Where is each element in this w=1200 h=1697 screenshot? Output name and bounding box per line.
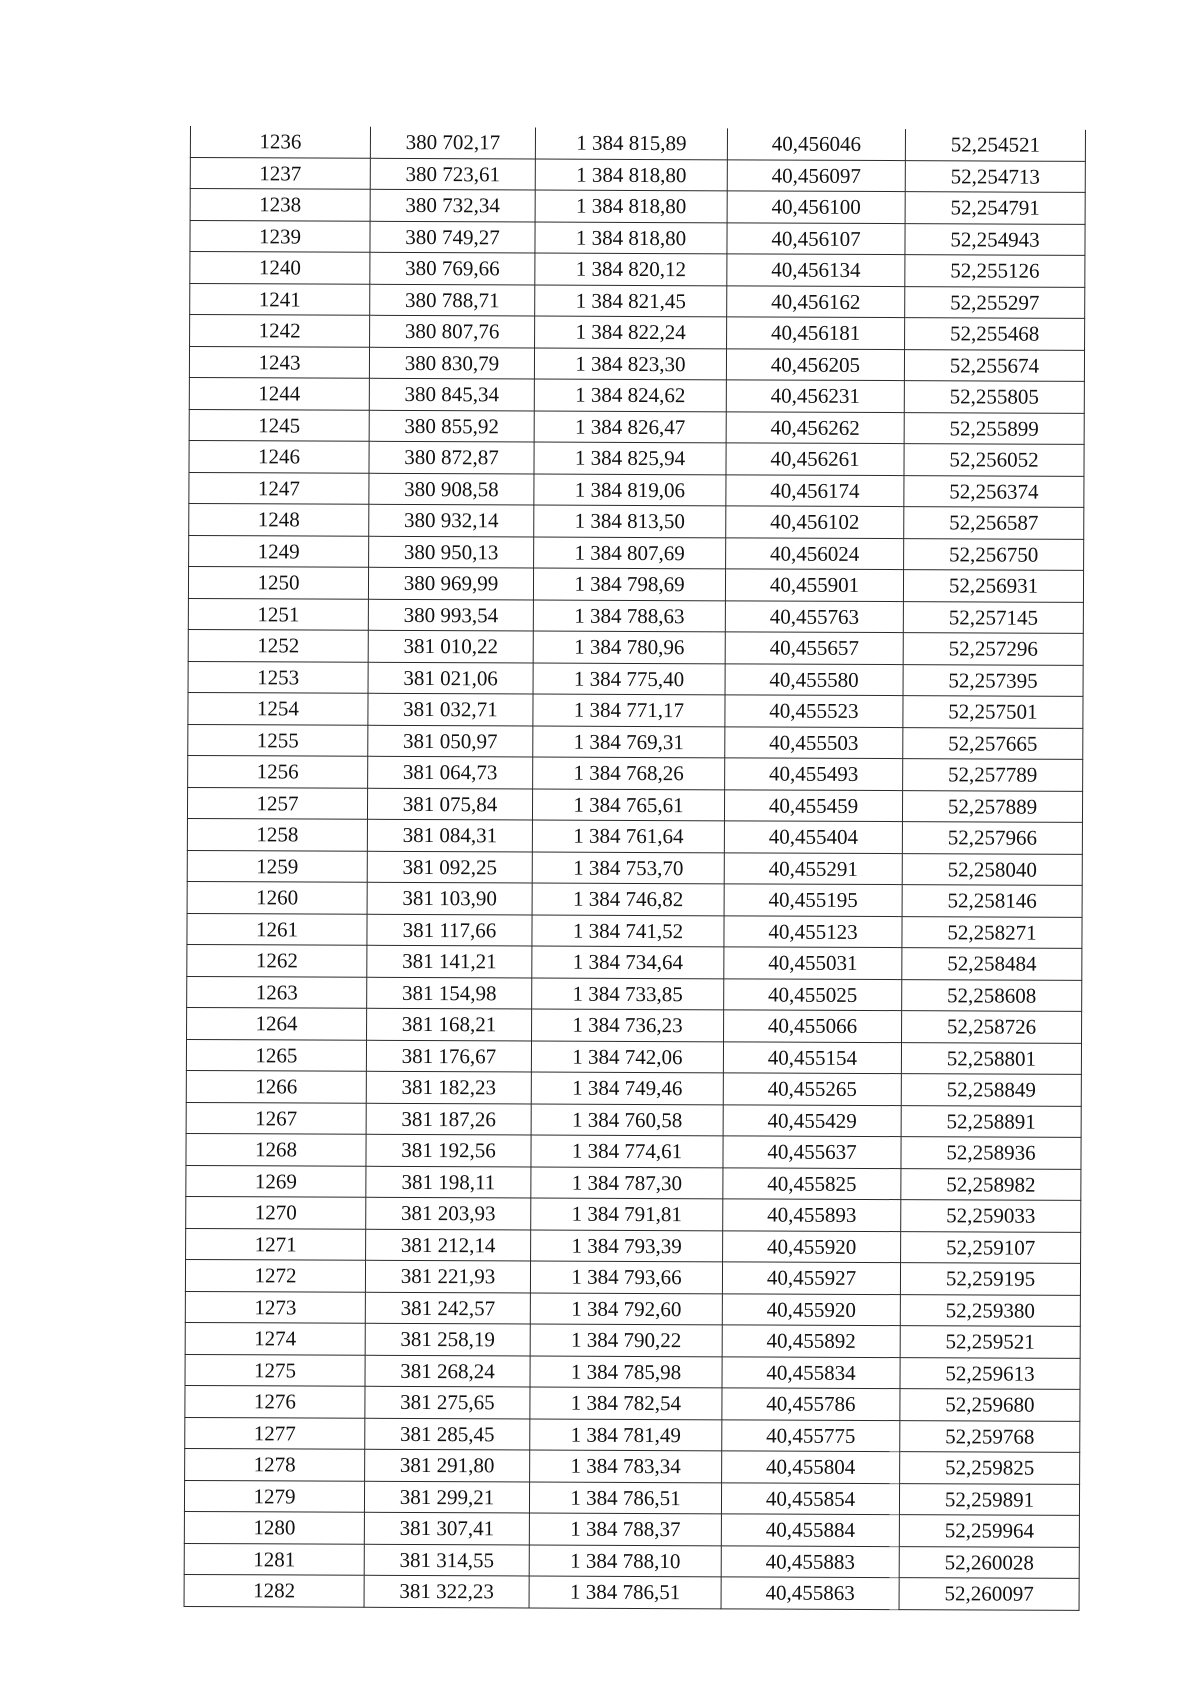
latitude-cell: 52,258891 [901,1105,1081,1137]
table-row [190,220,1085,255]
latitude-cell: 52,255297 [905,286,1085,318]
x-coordinate-cell: 381 182,23 [366,1071,531,1103]
point-number-cell: 1256 [188,755,368,787]
latitude-cell: 52,256750 [904,538,1084,570]
latitude-cell: 52,255805 [904,381,1084,413]
longitude-cell: 40,455883 [721,1545,899,1577]
x-coordinate-cell: 381 075,84 [367,788,532,820]
point-number-cell: 1251 [188,598,368,630]
y-coordinate-cell: 1 384 775,40 [533,663,725,695]
y-coordinate-cell: 1 384 774,61 [531,1135,723,1167]
table-row [187,881,1082,916]
latitude-cell: 52,254791 [905,192,1085,224]
latitude-cell: 52,258849 [901,1074,1081,1106]
latitude-cell: 52,259768 [900,1420,1080,1452]
x-coordinate-cell: 381 307,41 [364,1512,529,1544]
point-number-cell: 1268 [186,1133,366,1165]
longitude-cell: 40,455637 [723,1136,901,1168]
y-coordinate-cell: 1 384 788,63 [533,600,725,632]
latitude-cell: 52,259825 [900,1452,1080,1484]
table-row [186,1070,1081,1105]
table-row [185,1291,1080,1326]
x-coordinate-cell: 380 993,54 [368,599,533,631]
y-coordinate-cell: 1 384 790,22 [530,1324,722,1356]
point-number-cell: 1264 [187,1007,367,1039]
y-coordinate-cell: 1 384 788,37 [529,1513,721,1545]
point-number-cell: 1260 [187,881,367,913]
table-row [188,566,1083,601]
latitude-cell: 52,257889 [902,790,1082,822]
x-coordinate-cell: 381 212,14 [366,1229,531,1261]
longitude-cell: 40,455523 [725,695,903,727]
latitude-cell: 52,258146 [902,885,1082,917]
longitude-cell: 40,455493 [725,758,903,790]
table-row [189,346,1084,381]
x-coordinate-cell: 381 084,31 [367,819,532,851]
y-coordinate-cell: 1 384 798,69 [533,568,725,600]
point-number-cell: 1267 [186,1102,366,1134]
point-number-cell: 1282 [184,1574,364,1606]
table-row [188,724,1083,759]
table-row [189,472,1084,507]
x-coordinate-cell: 381 154,98 [367,977,532,1009]
y-coordinate-cell: 1 384 781,49 [530,1418,722,1450]
point-number-cell: 1249 [189,535,369,567]
x-coordinate-cell: 381 192,56 [366,1134,531,1166]
latitude-cell: 52,259521 [900,1326,1080,1358]
x-coordinate-cell: 381 117,66 [367,914,532,946]
longitude-cell: 40,455154 [723,1041,901,1073]
x-coordinate-cell: 380 855,92 [369,410,534,442]
x-coordinate-cell: 381 258,19 [365,1323,530,1355]
longitude-cell: 40,455834 [722,1356,900,1388]
point-number-cell: 1250 [188,566,368,598]
y-coordinate-cell: 1 384 786,51 [529,1576,721,1608]
point-number-cell: 1261 [187,913,367,945]
longitude-cell: 40,455291 [724,852,902,884]
x-coordinate-cell: 380 932,14 [369,504,534,536]
x-coordinate-cell: 381 322,23 [364,1575,529,1607]
x-coordinate-cell: 380 872,87 [369,441,534,473]
table-row [186,1102,1081,1137]
longitude-cell: 40,455901 [725,569,903,601]
longitude-cell: 40,455775 [722,1419,900,1451]
longitude-cell: 40,455920 [723,1230,901,1262]
longitude-cell: 40,455195 [724,884,902,916]
latitude-cell: 52,258040 [902,853,1082,885]
longitude-cell: 40,456262 [726,411,904,443]
x-coordinate-cell: 381 064,73 [368,756,533,788]
longitude-cell: 40,456261 [726,443,904,475]
table-row [187,944,1082,979]
point-number-cell: 1262 [187,944,367,976]
point-number-cell: 1244 [189,377,369,409]
table-row [184,1511,1079,1546]
latitude-cell: 52,259107 [901,1231,1081,1263]
y-coordinate-cell: 1 384 818,80 [535,159,727,191]
point-number-cell: 1236 [190,126,370,158]
longitude-cell: 40,456024 [726,537,904,569]
x-coordinate-cell: 381 176,67 [366,1040,531,1072]
longitude-cell: 40,455892 [722,1325,900,1357]
table-row [187,850,1082,885]
x-coordinate-cell: 380 749,27 [370,221,535,253]
x-coordinate-cell: 380 807,76 [370,315,535,347]
x-coordinate-cell: 380 723,61 [370,158,535,190]
y-coordinate-cell: 1 384 815,89 [535,128,727,160]
table-row [188,755,1083,790]
longitude-cell: 40,455920 [722,1293,900,1325]
x-coordinate-cell: 381 050,97 [368,725,533,757]
y-coordinate-cell: 1 384 825,94 [534,442,726,474]
point-number-cell: 1265 [186,1039,366,1071]
y-coordinate-cell: 1 384 733,85 [532,977,724,1009]
latitude-cell: 52,260028 [899,1546,1079,1578]
x-coordinate-cell: 380 702,17 [370,127,535,159]
table-row [188,598,1083,633]
point-number-cell: 1252 [188,629,368,661]
latitude-cell: 52,259680 [900,1389,1080,1421]
table-row [185,1385,1080,1420]
y-coordinate-cell: 1 384 787,30 [531,1166,723,1198]
longitude-cell: 40,455893 [723,1199,901,1231]
y-coordinate-cell: 1 384 792,60 [530,1292,722,1324]
latitude-cell: 52,255674 [904,349,1084,381]
latitude-cell: 52,259033 [901,1200,1081,1232]
table-row [190,315,1085,350]
longitude-cell: 40,456231 [726,380,904,412]
point-number-cell: 1277 [185,1417,365,1449]
y-coordinate-cell: 1 384 785,98 [530,1355,722,1387]
x-coordinate-cell: 380 908,58 [369,473,534,505]
table-row [186,1039,1081,1074]
latitude-cell: 52,257296 [903,633,1083,665]
table-row [190,157,1085,192]
table-row [185,1259,1080,1294]
latitude-cell: 52,257966 [902,822,1082,854]
latitude-cell: 52,259380 [900,1294,1080,1326]
latitude-cell: 52,259891 [899,1483,1079,1515]
table-row [190,252,1085,287]
longitude-cell: 40,456100 [727,191,905,223]
point-number-cell: 1263 [187,976,367,1008]
point-number-cell: 1240 [190,252,370,284]
x-coordinate-cell: 381 103,90 [367,882,532,914]
point-number-cell: 1269 [186,1165,366,1197]
latitude-cell: 52,259964 [899,1515,1079,1547]
point-number-cell: 1274 [185,1322,365,1354]
longitude-cell: 40,455404 [724,821,902,853]
y-coordinate-cell: 1 384 753,70 [532,852,724,884]
y-coordinate-cell: 1 384 736,23 [532,1009,724,1041]
longitude-cell: 40,456174 [726,474,904,506]
latitude-cell: 52,257789 [903,759,1083,791]
table-row [184,1480,1079,1515]
y-coordinate-cell: 1 384 780,96 [533,631,725,663]
point-number-cell: 1270 [186,1196,366,1228]
longitude-cell: 40,456097 [727,159,905,191]
y-coordinate-cell: 1 384 788,10 [529,1544,721,1576]
point-number-cell: 1246 [189,440,369,472]
latitude-cell: 52,258801 [901,1042,1081,1074]
x-coordinate-cell: 381 285,45 [365,1418,530,1450]
longitude-cell: 40,455657 [725,632,903,664]
y-coordinate-cell: 1 384 819,06 [534,474,726,506]
coordinates-table [184,126,1086,1610]
y-coordinate-cell: 1 384 768,26 [533,757,725,789]
latitude-cell: 52,254943 [905,223,1085,255]
table-row [186,1228,1081,1263]
table-row [186,1165,1081,1200]
point-number-cell: 1254 [188,692,368,724]
latitude-cell: 52,259613 [900,1357,1080,1389]
y-coordinate-cell: 1 384 742,06 [531,1040,723,1072]
point-number-cell: 1245 [189,409,369,441]
point-number-cell: 1243 [189,346,369,378]
table-row [190,189,1085,224]
y-coordinate-cell: 1 384 822,24 [535,316,727,348]
y-coordinate-cell: 1 384 793,66 [530,1261,722,1293]
table-row [190,126,1085,161]
point-number-cell: 1255 [188,724,368,756]
table-row [189,535,1084,570]
latitude-cell: 52,257395 [903,664,1083,696]
y-coordinate-cell: 1 384 783,34 [530,1450,722,1482]
y-coordinate-cell: 1 384 823,30 [534,348,726,380]
table-row [190,283,1085,318]
latitude-cell: 52,258726 [902,1011,1082,1043]
latitude-cell: 52,254521 [905,129,1085,161]
point-number-cell: 1273 [185,1291,365,1323]
x-coordinate-cell: 381 291,80 [365,1449,530,1481]
latitude-cell: 52,256052 [904,444,1084,476]
point-number-cell: 1241 [190,283,370,315]
x-coordinate-cell: 381 021,06 [368,662,533,694]
point-number-cell: 1266 [186,1070,366,1102]
x-coordinate-cell: 381 092,25 [367,851,532,883]
point-number-cell: 1237 [190,157,370,189]
point-number-cell: 1258 [187,818,367,850]
point-number-cell: 1257 [187,787,367,819]
latitude-cell: 52,258936 [901,1137,1081,1169]
longitude-cell: 40,455025 [724,978,902,1010]
longitude-cell: 40,456046 [727,128,905,160]
table-row [189,409,1084,444]
table-row [189,440,1084,475]
latitude-cell: 52,256587 [904,507,1084,539]
point-number-cell: 1279 [184,1480,364,1512]
x-coordinate-cell: 381 010,22 [368,630,533,662]
table-row [189,503,1084,538]
table-row [186,1196,1081,1231]
x-coordinate-cell: 381 168,21 [367,1008,532,1040]
y-coordinate-cell: 1 384 820,12 [535,253,727,285]
y-coordinate-cell: 1 384 771,17 [533,694,725,726]
x-coordinate-cell: 380 950,13 [369,536,534,568]
point-number-cell: 1278 [185,1448,365,1480]
x-coordinate-cell: 381 198,11 [366,1166,531,1198]
longitude-cell: 40,456181 [727,317,905,349]
table-row [187,787,1082,822]
table-row [188,692,1083,727]
x-coordinate-cell: 381 187,26 [366,1103,531,1135]
y-coordinate-cell: 1 384 821,45 [535,285,727,317]
point-number-cell: 1272 [185,1259,365,1291]
x-coordinate-cell: 380 969,99 [368,567,533,599]
x-coordinate-cell: 381 275,65 [365,1386,530,1418]
longitude-cell: 40,455031 [724,947,902,979]
y-coordinate-cell: 1 384 761,64 [532,820,724,852]
longitude-cell: 40,455503 [725,726,903,758]
y-coordinate-cell: 1 384 734,64 [532,946,724,978]
latitude-cell: 52,258271 [902,916,1082,948]
latitude-cell: 52,255126 [905,255,1085,287]
latitude-cell: 52,257501 [903,696,1083,728]
y-coordinate-cell: 1 384 818,80 [535,190,727,222]
longitude-cell: 40,456162 [727,285,905,317]
y-coordinate-cell: 1 384 793,39 [531,1229,723,1261]
point-number-cell: 1238 [190,189,370,221]
y-coordinate-cell: 1 384 769,31 [533,726,725,758]
x-coordinate-cell: 380 830,79 [369,347,534,379]
longitude-cell: 40,456205 [726,348,904,380]
table-row [187,1007,1082,1042]
x-coordinate-cell: 381 141,21 [367,945,532,977]
point-number-cell: 1276 [185,1385,365,1417]
point-number-cell: 1280 [184,1511,364,1543]
y-coordinate-cell: 1 384 826,47 [534,411,726,443]
latitude-cell: 52,254713 [905,160,1085,192]
latitude-cell: 52,260097 [899,1578,1079,1610]
table-row [185,1354,1080,1389]
latitude-cell: 52,256374 [904,475,1084,507]
latitude-cell: 52,255899 [904,412,1084,444]
x-coordinate-cell: 381 203,93 [366,1197,531,1229]
y-coordinate-cell: 1 384 786,51 [529,1481,721,1513]
point-number-cell: 1281 [184,1543,364,1575]
longitude-cell: 40,455459 [724,789,902,821]
y-coordinate-cell: 1 384 741,52 [532,915,724,947]
y-coordinate-cell: 1 384 824,62 [534,379,726,411]
latitude-cell: 52,257145 [903,601,1083,633]
latitude-cell: 52,257665 [903,727,1083,759]
latitude-cell: 52,258982 [901,1168,1081,1200]
table-row [184,1574,1079,1609]
table-row [184,1543,1079,1578]
x-coordinate-cell: 381 299,21 [364,1481,529,1513]
y-coordinate-cell: 1 384 782,54 [530,1387,722,1419]
y-coordinate-cell: 1 384 746,82 [532,883,724,915]
x-coordinate-cell: 381 314,55 [364,1544,529,1576]
y-coordinate-cell: 1 384 749,46 [531,1072,723,1104]
table-row [187,913,1082,948]
longitude-cell: 40,455429 [723,1104,901,1136]
longitude-cell: 40,455265 [723,1073,901,1105]
x-coordinate-cell: 380 845,34 [369,378,534,410]
table-row [187,976,1082,1011]
x-coordinate-cell: 381 268,24 [365,1355,530,1387]
table-row [189,377,1084,412]
longitude-cell: 40,455863 [721,1577,899,1609]
table-row [185,1448,1080,1483]
y-coordinate-cell: 1 384 760,58 [531,1103,723,1135]
table-row [185,1322,1080,1357]
x-coordinate-cell: 380 732,34 [370,189,535,221]
point-number-cell: 1239 [190,220,370,252]
longitude-cell: 40,456107 [727,222,905,254]
longitude-cell: 40,455927 [722,1262,900,1294]
x-coordinate-cell: 380 788,71 [370,284,535,316]
latitude-cell: 52,259195 [900,1263,1080,1295]
table-row [188,629,1083,664]
point-number-cell: 1259 [187,850,367,882]
latitude-cell: 52,258484 [902,948,1082,980]
table-row [185,1417,1080,1452]
table-row [188,661,1083,696]
table-row [187,818,1082,853]
longitude-cell: 40,455854 [721,1482,899,1514]
point-number-cell: 1275 [185,1354,365,1386]
point-number-cell: 1248 [189,503,369,535]
y-coordinate-cell: 1 384 765,61 [532,789,724,821]
x-coordinate-cell: 381 032,71 [368,693,533,725]
point-number-cell: 1242 [190,315,370,347]
point-number-cell: 1247 [189,472,369,504]
table-row [186,1133,1081,1168]
y-coordinate-cell: 1 384 807,69 [534,537,726,569]
longitude-cell: 40,456102 [726,506,904,538]
longitude-cell: 40,455123 [724,915,902,947]
longitude-cell: 40,455884 [721,1514,899,1546]
longitude-cell: 40,455763 [725,600,903,632]
x-coordinate-cell: 381 242,57 [365,1292,530,1324]
y-coordinate-cell: 1 384 791,81 [531,1198,723,1230]
latitude-cell: 52,256931 [903,570,1083,602]
point-number-cell: 1253 [188,661,368,693]
point-number-cell: 1271 [186,1228,366,1260]
longitude-cell: 40,455786 [722,1388,900,1420]
y-coordinate-cell: 1 384 813,50 [534,505,726,537]
longitude-cell: 40,455804 [722,1451,900,1483]
latitude-cell: 52,255468 [905,318,1085,350]
longitude-cell: 40,455580 [725,663,903,695]
x-coordinate-cell: 380 769,66 [370,252,535,284]
y-coordinate-cell: 1 384 818,80 [535,222,727,254]
longitude-cell: 40,455066 [724,1010,902,1042]
x-coordinate-cell: 381 221,93 [365,1260,530,1292]
latitude-cell: 52,258608 [902,979,1082,1011]
longitude-cell: 40,455825 [723,1167,901,1199]
longitude-cell: 40,456134 [727,254,905,286]
coordinates-table-body [184,126,1085,1610]
